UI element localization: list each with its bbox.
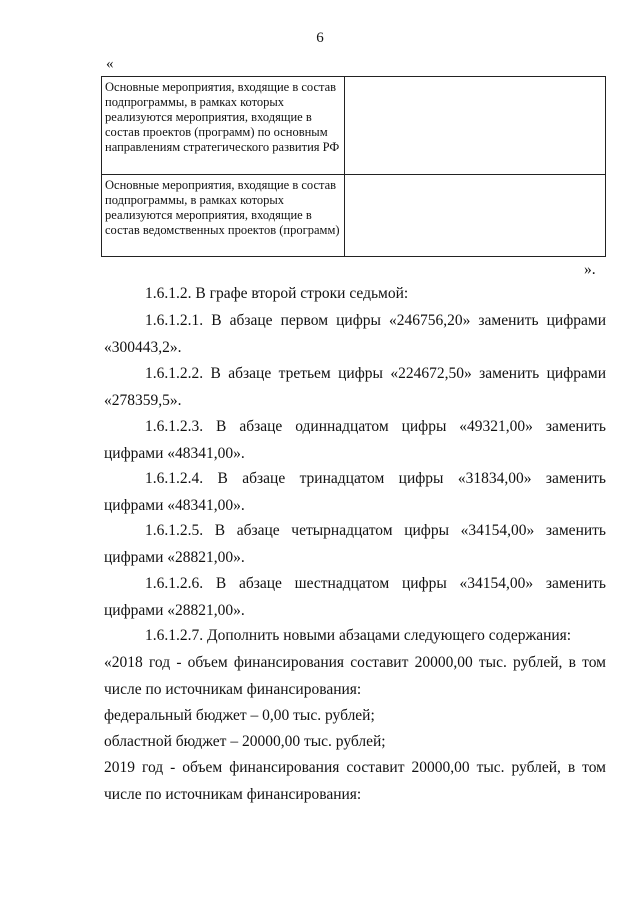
page-number: 6 [316, 30, 324, 46]
paragraph-federal-budget: федеральный бюджет – 0,00 тыс. рублей; [104, 707, 375, 724]
table-row [102, 175, 606, 257]
table-cell-label: Основные мероприятия, входящие в состав подпрограммы, в рамках которых реализуются мероприятия, входящие в состав проектов (программ) по основным направлениям стратегического развития РФ [102, 77, 345, 175]
paragraph-item-1.6.1.2: 1.6.1.2. В графе второй строки седьмой: [145, 285, 409, 302]
paragraph-item-1.6.1.2.2: 1.6.1.2.2. В абзаце третьем цифры «224672,50» заменить цифрами «278359,5». [104, 365, 606, 409]
paragraph-item-1.6.1.2.1: 1.6.1.2.1. В абзаце первом цифры «246756,20» заменить цифрами «300443,2». [104, 312, 606, 356]
table-row [102, 77, 606, 175]
table-cell-value [345, 175, 606, 257]
program-table [101, 76, 606, 257]
opening-quote-mark: « [106, 56, 114, 72]
paragraph-item-1.6.1.2.6: 1.6.1.2.6. В абзаце шестнадцатом цифры «34154,00» заменить цифрами «28821,00». [104, 575, 606, 619]
paragraph-funding-2019: 2019 год - объем финансирования составит 20000,00 тыс. рублей, в том числе по источникам финансирования: [104, 759, 606, 803]
paragraph-item-1.6.1.2.4: 1.6.1.2.4. В абзаце тринадцатом цифры «31834,00» заменить цифрами «48341,00». [104, 470, 606, 514]
paragraph-funding-2018: «2018 год - объем финансирования составит 20000,00 тыс. рублей, в том числе по источникам финансирования: [104, 654, 606, 698]
table-cell-value [345, 77, 606, 175]
table-cell-label: Основные мероприятия, входящие в состав подпрограммы, в рамках которых реализуются мероприятия, входящие в состав ведомственных проектов (программ) [102, 175, 345, 257]
paragraph-item-1.6.1.2.7: 1.6.1.2.7. Дополнить новыми абзацами следующего содержания: [145, 627, 572, 644]
paragraph-item-1.6.1.2.5: 1.6.1.2.5. В абзаце четырнадцатом цифры «34154,00» заменить цифрами «28821,00». [104, 522, 606, 566]
paragraph-regional-budget: областной бюджет – 20000,00 тыс. рублей; [104, 733, 386, 750]
paragraph-item-1.6.1.2.3: 1.6.1.2.3. В абзаце одиннадцатом цифры «49321,00» заменить цифрами «48341,00». [104, 418, 606, 462]
closing-quote-mark: ». [584, 261, 596, 278]
